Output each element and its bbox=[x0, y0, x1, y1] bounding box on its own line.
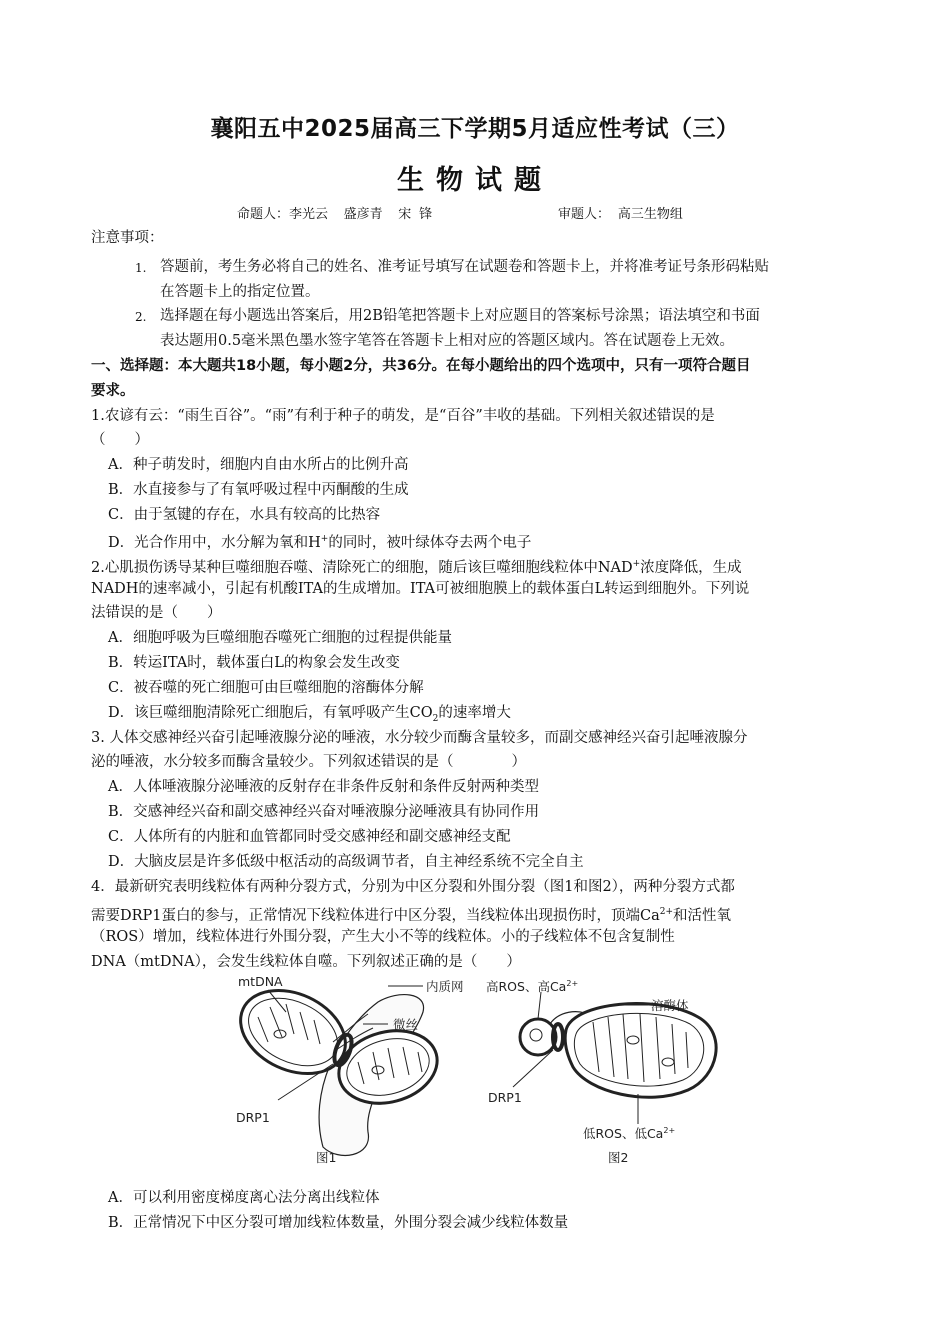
fig2-label-high-ros: 高ROS、高$Ca^{2+}$ bbox=[486, 979, 579, 994]
question-option: B．水直接参与了有氧呼吸过程中丙酮酸的生成 bbox=[108, 482, 409, 498]
fig2-label-lysosome: 溶酶体 bbox=[651, 998, 689, 1013]
figure-1-diagram bbox=[228, 974, 445, 1155]
question-option: B．交感神经兴奋和副交感神经兴奋对唾液腺分泌唾液具有协同作用 bbox=[108, 804, 540, 820]
fig1-label-drp1: DRP1 bbox=[236, 1110, 270, 1125]
question-stem: 法错误的是（ ） bbox=[91, 605, 222, 621]
notice-heading: 注意事项： bbox=[91, 230, 164, 246]
question-stem: 3. 人体交感神经兴奋引起唾液腺分泌的唾液，水分较少而酶含量较多，而副交感神经兴奋引起唾液腺分 bbox=[91, 730, 748, 746]
notice-item-number: 2. bbox=[135, 310, 147, 324]
question-option: D．大脑皮层是许多低级中枢活动的高级调节者，自主神经系统不完全自主 bbox=[108, 854, 584, 870]
question-option: B．正常情况下中区分裂可增加线粒体数量，外围分裂会减少线粒体数量 bbox=[108, 1215, 569, 1231]
question-stem: 泌的唾液，水分较多而酶含量较少。下列叙述错误的是（ ） bbox=[91, 754, 526, 770]
exam-subtitle: 生物试题 bbox=[397, 165, 553, 196]
question-stem: （ ） bbox=[91, 432, 149, 448]
mitochondria-division-figure bbox=[228, 972, 728, 1172]
fig1-label-microfilament: 微丝 bbox=[393, 1017, 419, 1032]
question-stem: 4．最新研究表明线粒体有两种分裂方式，分别为中区分裂和外围分裂（图1和图2），两种分裂方式都 bbox=[91, 879, 735, 895]
notice-item-number: 1. bbox=[135, 261, 147, 275]
notice-item-text: 答题前，考生务必将自己的姓名、准考证号填写在试题卷和答题卡上，并将准考证号条形码粘贴 bbox=[160, 259, 769, 275]
question-option: B．转运ITA时，载体蛋白L的构象会发生改变 bbox=[108, 655, 400, 671]
authors-line: 命题人：李光云 盛彦青 宋 锋 bbox=[237, 207, 433, 222]
question-option: D．光合作用中，水分解为氧和H+的同时，被叶绿体夺去两个电子 bbox=[108, 534, 532, 551]
question-stem: （ROS）增加，线粒体进行外围分裂，产生大小不等的线粒体。小的子线粒体不包含复制性 bbox=[91, 929, 675, 945]
notice-item-text: 在答题卡上的指定位置。 bbox=[160, 284, 320, 300]
question-stem: 1.农谚有云：“雨生百谷”。“雨”有利于种子的萌发，是“百谷”丰收的基础。下列相关叙述错误的是 bbox=[91, 408, 715, 424]
question-option: C．由于氢键的存在，水具有较高的比热容 bbox=[108, 507, 381, 523]
question-option: A．细胞呼吸为巨噬细胞吞噬死亡细胞的过程提供能量 bbox=[108, 630, 452, 646]
question-option: A．人体唾液腺分泌唾液的反射存在非条件反射和条件反射两种类型 bbox=[108, 779, 539, 795]
fig1-label-mtdna: mtDNA bbox=[238, 974, 283, 989]
section-heading: 要求。 bbox=[91, 383, 135, 399]
question-stem: 2.心肌损伤诱导某种巨噬细胞吞噬、清除死亡的细胞，随后该巨噬细胞线粒体中NAD+浓度降低，生成 bbox=[91, 559, 742, 576]
notice-item-text: 表达题用0.5毫米黑色墨水签字笔答在答题卡上相对应的答题区域内。答在试题卷上无效。 bbox=[160, 333, 735, 349]
question-option: C．人体所有的内脏和血管都同时受交感神经和副交感神经支配 bbox=[108, 829, 511, 845]
question-stem: DNA（mtDNA），会发生线粒体自噬。下列叙述正确的是（ ） bbox=[91, 954, 521, 970]
fig1-label-er: 内质网 bbox=[426, 979, 464, 994]
question-option: A．可以利用密度梯度离心法分离出线粒体 bbox=[108, 1190, 380, 1206]
notice-item-text: 选择题在每小题选出答案后，用2B铅笔把答题卡上对应题目的答案标号涂黑；语法填空和书面 bbox=[160, 308, 760, 324]
fig1-caption: 图1 bbox=[316, 1150, 337, 1165]
exam-title: 襄阳五中2025届高三下学期5月适应性考试（三） bbox=[210, 116, 740, 142]
question-option: A．种子萌发时，细胞内自由水所占的比例升高 bbox=[108, 457, 409, 473]
fig2-caption: 图2 bbox=[608, 1150, 629, 1165]
question-stem: NADH的速率减小，引起有机酸ITA的生成增加。ITA可被细胞膜上的载体蛋白L转运到细胞外。下列说 bbox=[91, 581, 750, 597]
question-stem: 需要DRP1蛋白的参与，正常情况下线粒体进行中区分裂，当线粒体出现损伤时，顶端$Ca^{2+}$和活性氧 bbox=[91, 907, 732, 924]
section-heading: 一、选择题：本大题共18小题，每小题2分，共36分。在每小题给出的四个选项中，只有一项符合题目 bbox=[91, 358, 751, 374]
question-option: C．被吞噬的死亡细胞可由巨噬细胞的溶酶体分解 bbox=[108, 680, 424, 696]
reviewer-line: 审题人： 高三生物组 bbox=[558, 207, 683, 222]
fig2-label-drp1: DRP1 bbox=[488, 1090, 522, 1105]
fig2-label-low-ros: 低ROS、低$Ca^{2+}$ bbox=[583, 1126, 676, 1141]
question-option: D．该巨噬细胞清除死亡细胞后，有氧呼吸产生$CO_2$的速率增大 bbox=[108, 705, 511, 724]
